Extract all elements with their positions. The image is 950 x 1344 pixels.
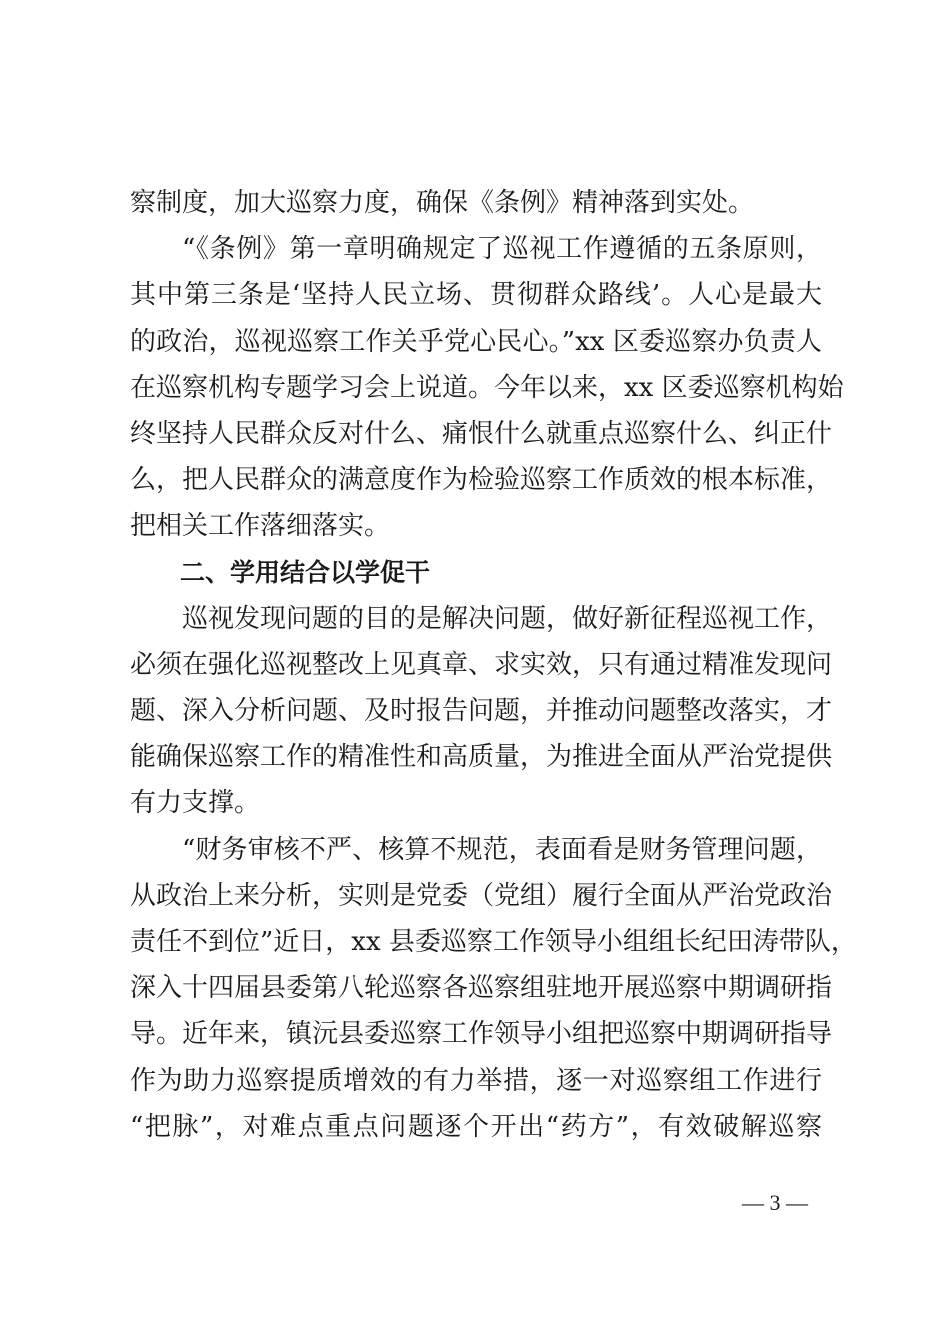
text-line: “财务审核不严、核算不规范，表面看是财务管理问题， [182,834,822,865]
text-line: 在巡察机构专题学习会上说道。今年以来，xx 区委巡察机构始 [130,372,844,403]
text-line: 的政治，巡视巡察工作关乎党心民心。”xx 区委巡察办负责人 [130,326,822,357]
text-line: 题、深入分析问题、及时报告问题，并推动问题整改落实，才 [130,696,833,727]
text-line: “把脉”，对难点重点问题逐个开出“药方”，有效破解巡察 [130,1111,822,1142]
document-body [130,180,857,1150]
text-line: 察制度，加大巡察力度，确保《条例》精神落到实处。 [130,188,755,218]
section-heading: 二、学用结合以学促干 [180,557,431,587]
text-line: 巡视发现问题的目的是解决问题，做好新征程巡视工作， [182,603,833,634]
text-line: 作为助力巡察提质增效的有力举措，逐一对巡察组工作进行 [130,1065,822,1096]
paragraph-inspection-purpose [130,596,833,827]
text-line: 从政治上来分析，实则是党委（党组）履行全面从严治党政治 [130,880,833,911]
text-line: 导。近年来，镇沅县委巡察工作领导小组把巡察中期调研指导 [130,1019,833,1050]
text-line: 有力支撑。 [130,788,261,819]
text-line: “《条例》第一章明确规定了巡视工作遵循的五条原则， [182,234,822,265]
text-line: 么，把人民群众的满意度作为检验巡察工作质效的根本标准， [130,465,833,496]
paragraph-continuation [130,180,822,226]
page-number: — 3 — [742,1190,808,1215]
text-line: 深入十四届县委第八轮巡察各巡察组驻地开展巡察中期调研指 [130,973,833,1004]
text-line: 其中第三条是‘坚持人民立场、贯彻群众路线’。人心是最大 [130,280,822,311]
text-line: 终坚持人民群众反对什么、痛恨什么就重点巡察什么、纠正什 [130,418,833,449]
text-line: 责任不到位”近日，xx 县委巡察工作领导小组组长纪田涛带队， [130,927,857,957]
paragraph-quote-regulations [130,226,844,549]
text-line: 能确保巡察工作的精准性和高质量，为推进全面从严治党提供 [130,742,833,773]
paragraph-finance-audit [130,827,857,1150]
text-line: 必须在强化巡视整改上见真章、求实效，只有通过精准发现问 [130,649,833,680]
text-line: 把相关工作落细落实。 [130,511,391,542]
